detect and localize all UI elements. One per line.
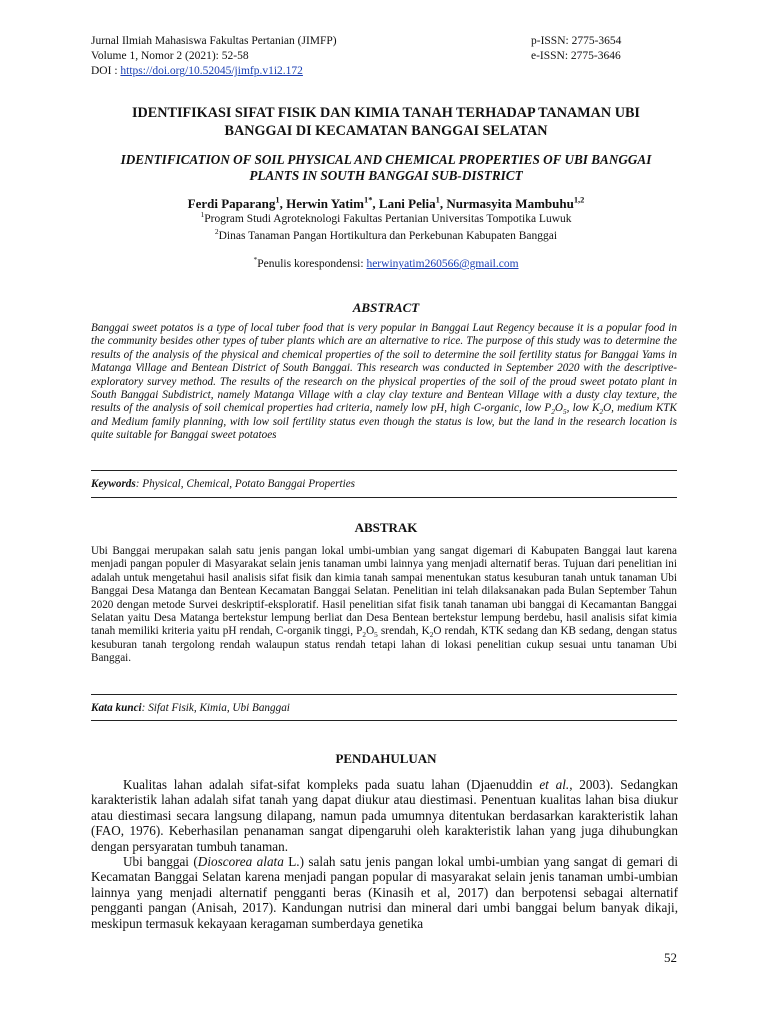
paragraph-text: , 2003). Sedangkan karakteristik lahan adalah sifat tanah yang dapat diukur atau diestimasi. Penentuan kualitas lahan bisa diukur atau diestimasi secara langsung dilapang, namun pada umumnya ditentukan berdasarkan karakteristik lahan (FAO, 1976). Keberhasilan penanaman sangat dipengaruhi oleh karakteristik lahan yang juga dihubungkan dengan persyaratan tumbuh tanaman. <box>91 777 678 854</box>
abstract-heading: ABSTRACT <box>352 300 420 315</box>
paragraph <box>91 777 678 854</box>
issn-info <box>531 34 681 64</box>
abstract-id-o: O <box>366 625 375 638</box>
paragraph <box>91 854 678 931</box>
doi-line <box>91 64 511 79</box>
abstract-id-part: srendah, K <box>377 625 430 638</box>
abstract-id-sub: 5 <box>374 631 378 640</box>
affil-mark: 1 <box>200 210 205 220</box>
title-english-line2: PLANTS IN SOUTH BANGGAI SUB-DISTRICT <box>249 168 523 183</box>
paragraph-text: Kualitas lahan adalah sifat-sifat kompleks pada suatu lahan (Djaenuddin <box>123 777 540 792</box>
affiliation-2 <box>91 229 681 243</box>
abstract-en-part: Banggai sweet potatos is a type of local tuber food that is very popular in Banggai Laut Regency because it is a popular food in the community besides other types of tuber plants which are an alternative to rice. The purpose of this study was to determine the results of the analysis of the physical and chemical properties of the soil to determine the soil fertility status for Banggai Yams in Matanga Village and Bentean District of South Banggai. This research was conducted in September 2020 with the descriptive-exploratory survey method. The results of the research on the physical properties of the soil of the proud sweet potato plant in South Banggai Subdistrict, namely Matanga Village with a clay clay texture and Bentean Village with a dusty clay texture, the results of the analysis of soil chemical properties had criteria, namely low pH, high C-organic, low P <box>91 322 677 415</box>
abstract-id-sub: 2 <box>429 631 434 640</box>
keywords-text: : Physical, Chemical, Potato Banggai Properties <box>135 478 356 490</box>
title-indonesian-line1: IDENTIFIKASI SIFAT FISIK DAN KIMIA TANAH TERHADAP TANAMAN UBI <box>132 105 640 121</box>
corr-label: Penulis korespondensi: <box>257 258 367 270</box>
author-affil-mark: 1 <box>275 194 280 205</box>
abstract-en-part: O, medium KTK and Medium family planning, with low soil fertility status even though the status is low, but the land in the research location is quite suitable for Banggai sweet potatoes <box>91 402 677 442</box>
author-name: , Nurmasyita Mambuhu <box>439 196 574 211</box>
species-name: Dioscorea alata <box>197 854 284 870</box>
abstract-en-o: O <box>554 402 563 415</box>
divider <box>91 497 677 498</box>
abstract-id-sub: 2 <box>362 631 367 640</box>
divider <box>91 470 677 471</box>
abstract-en-sub: 2 <box>551 408 555 417</box>
corr-mark: * <box>253 255 258 265</box>
affil-mark: 2 <box>214 227 219 237</box>
author-name: , Lani Pelia <box>372 196 436 211</box>
author-name: , Herwin Yatim <box>279 196 364 211</box>
keywords-line <box>91 478 677 490</box>
paragraph-italic: et al. <box>539 777 570 792</box>
abstract-english-text <box>91 322 677 443</box>
abstract-id-part: O rendah, KTK sedang dan KB sedang, dengan status kesuburan tanah tergolong rendah walaupun status rendah tetapi lahan di lokasi penelitian cukup sesuai untu tanaman Ubi Banggai. <box>91 625 677 665</box>
affil-text: Program Studi Agroteknologi Fakultas Pertanian Universitas Tompotika Luwuk <box>204 213 572 225</box>
journal-info <box>91 34 511 79</box>
abstract-id-part: Ubi Banggai merupakan salah satu jenis pangan lokal umbi-umbian yang sangat digemari di Kabupaten Banggai laut karena menjadi pangan populer di Masyarakat selain jenis tanaman umbi lainnya yang menjadi alternatif beras. Tujuan dari penelitian ini adalah untuk mengetahui hasil analisis sifat fisik dan kimia tanah sampai menentukan status kesuburan tanah untuk tanaman Ubi Banggai Desa Matanga dan Bentean Kecamatan Banggai Selatan. Penelitian ini telah dilaksanakan pada Bulan September Tahun 2020 dengan metode Survei deskriptif-eksploratif. Hasil penelitian sifat fisik tanah tanaman ubi banggai di Kecamantan Banggai Selatan yaitu Desa Matanga bertekstur lempung berliat dan Desa Bentean bertekstur lempung berdebu, hasil analisis sifat kimia tanah memiliki kriteria yaitu pH rendah, C-organik tinggi, P <box>91 545 677 638</box>
abstrak-heading: ABSTRAK <box>354 520 418 535</box>
affil-text: Dinas Tanaman Pangan Hortikultura dan Perkebunan Kabupaten Banggai <box>218 230 558 242</box>
title-english <box>91 152 681 184</box>
author-affil-mark: 1 <box>435 194 440 205</box>
page-number: 52 <box>664 950 677 965</box>
paragraph-text: Ubi banggai ( <box>123 854 198 870</box>
author-list <box>91 196 681 212</box>
pendahuluan-heading: PENDAHULUAN <box>335 751 437 766</box>
abstract-en-sub: 2 <box>599 408 604 417</box>
introduction-body <box>91 777 678 931</box>
divider <box>91 720 677 721</box>
paragraph-text: L.) salah satu jenis pangan lokal umbi-umbian yang sangat di gemari di Kecamatan Banggai Selatan karena menjadi pangan popular di masyarakat selain jenis tanaman umbi-umbian lainnya yang menjadi alternatif pengganti beras (Kinasih et al, 2017) dan berpotensi sebagai alternatif pengganti pangan (Anisah, 2017). Kandungan nutrisi dan mineral dari umbi banggai belum banyak dikaji, meskipun termasuk kekayaan keragaman sumberdaya genetika <box>91 854 678 931</box>
keywords-label: Keywords <box>91 478 136 490</box>
divider <box>91 694 677 695</box>
doi-link[interactable]: https://doi.org/10.52045/jimfp.v1i2.172 <box>120 65 303 77</box>
kata-kunci-label: Kata kunci <box>91 702 142 714</box>
doi-label: DOI : <box>91 65 121 77</box>
affiliation-1 <box>91 212 681 226</box>
title-english-line1: IDENTIFICATION OF SOIL PHYSICAL AND CHEMICAL PROPERTIES OF UBI BANGGAI <box>120 152 652 167</box>
journal-name: Jurnal Ilmiah Mahasiswa Fakultas Pertanian (JIMFP) <box>91 35 337 47</box>
abstract-en-sub: 5 <box>562 408 567 417</box>
title-indonesian <box>91 104 681 140</box>
corr-email-link[interactable]: herwinyatim260566@gmail.com <box>366 258 519 270</box>
corresponding-author <box>91 257 681 271</box>
p-issn: p-ISSN: 2775-3654 <box>531 35 622 47</box>
author-name: Ferdi Paparang <box>187 196 276 211</box>
author-affil-mark: 1* <box>363 194 373 205</box>
author-affil-mark: 1,2 <box>573 194 585 205</box>
e-issn: e-ISSN: 2775-3646 <box>531 50 621 62</box>
kata-kunci-text: : Sifat Fisik, Kimia, Ubi Banggai <box>141 702 290 714</box>
title-indonesian-line2: BANGGAI DI KECAMATAN BANGGAI SELATAN <box>224 123 548 139</box>
abstract-en-part: , low K <box>566 402 600 415</box>
abstract-indonesian-text <box>91 545 677 666</box>
journal-volume: Volume 1, Nomor 2 (2021): 52-58 <box>91 50 249 62</box>
kata-kunci-line <box>91 702 677 714</box>
